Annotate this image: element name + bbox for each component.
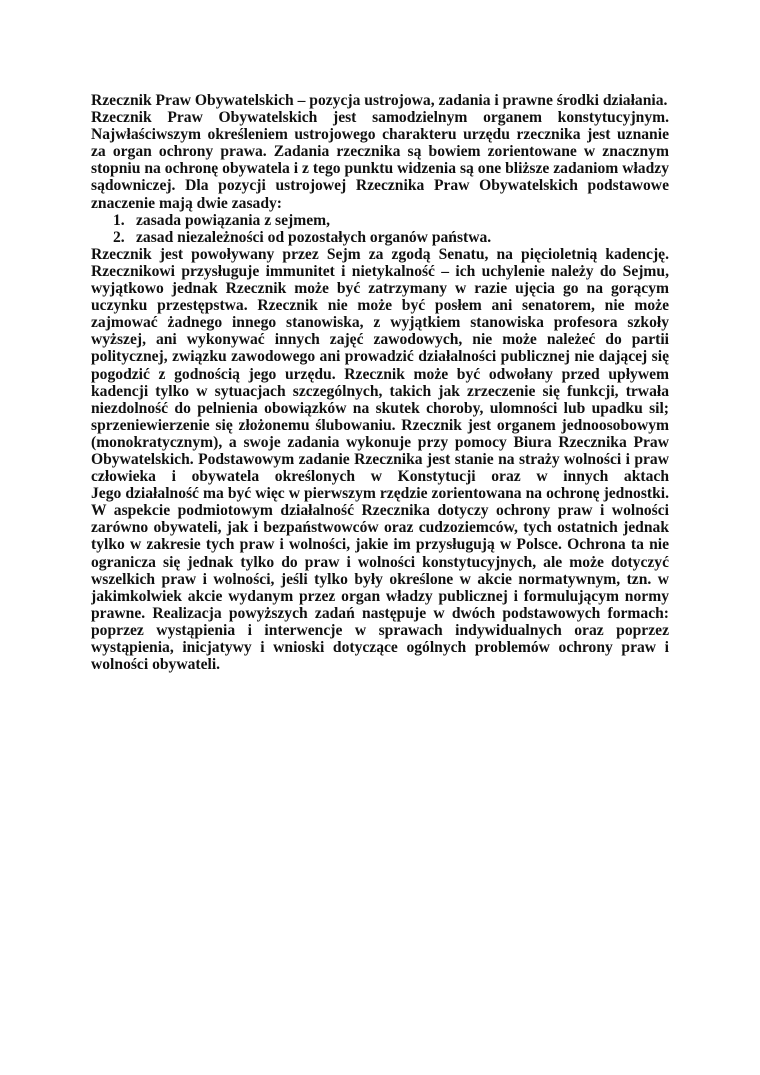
text-line: pogodzić z godnością jego urzędu. Rzecznik może być odwołany przed upływem <box>91 365 669 383</box>
text-line: wolności obywateli. <box>91 656 221 674</box>
text-line: zarówno obywateli, jak i bezpaństwowców oraz cudzoziemców, tych ostatnich jednak <box>91 519 669 537</box>
text-line: wyższej, ani wykonywać innych zajęć zawodowych, nie może należeć do partii <box>91 331 669 349</box>
text-line: ogranicza się jednak tylko do praw i wolności konstytucyjnych, ale może dotyczyć <box>91 553 669 571</box>
text-line: znaczenie mają dwie zasady: <box>91 194 282 212</box>
text-line: Jego działalność ma być więc w pierwszym rzędzie zorientowana na ochronę jednostki. <box>91 485 669 503</box>
text-line: niezdolność do pelnienia obowiązków na skutek choroby, ulomności lub upadku sil; <box>91 399 669 417</box>
text-line: (monokratycznym), a swoje zadania wykonuje przy pomocy Biura Rzecznika Praw <box>91 433 669 451</box>
text-line: kadencji tylko w sytuacjach szczególnych, takich jak zrzeczenie się funkcji, trwała <box>91 382 669 400</box>
text-line: Rzecznik Praw Obywatelskich jest samodzielnym organem konstytucyjnym. <box>91 109 669 127</box>
list-item <box>91 229 669 246</box>
text-line: tylko w zakresie tych praw i wolności, jakie im przysługują w Polsce. Ochrona ta nie <box>91 536 669 554</box>
text-line: człowieka i obywatela określonych w Konstytucji oraz w innych aktach <box>91 468 669 486</box>
text-line: poprzez wystąpienia i interwencje w sprawach indywidualnych oraz poprzez <box>91 621 669 639</box>
text-line: W aspekcie podmiotowym działalność Rzecznika dotyczy ochrony praw i wolności <box>91 502 669 520</box>
list-number: 2. <box>113 228 125 246</box>
text-line: prawne. Realizacja powyższych zadań następuje w dwóch podstawowych formach: <box>91 604 669 622</box>
paragraph-1 <box>91 109 669 212</box>
text-line: uczynku przestępstwa. Rzecznik nie może być posłem ani senatorem, nie może <box>91 297 669 315</box>
text-line: Rzecznikowi przysługuje immunitet i nietykalność – ich uchylenie należy do Sejmu, <box>91 262 669 280</box>
text-line: sprzeniewierzenie się złożonemu ślubowaniu. Rzecznik jest organem jednoosobowym <box>91 416 669 434</box>
list-text: zasad niezależności od pozostałych organów państwa. <box>136 228 492 246</box>
principles-list <box>91 212 669 246</box>
list-text: zasada powiązania z sejmem, <box>136 211 331 229</box>
text-line: Obywatelskich. Podstawowym zadanie Rzecznika jest stanie na straży wolności i praw <box>91 450 669 468</box>
paragraph-2 <box>91 246 669 673</box>
text-line: wystąpienia, inicjatywy i wnioski dotyczące ogólnych problemów ochrony praw i <box>91 639 669 656</box>
text-line: wszelkich praw i wolności, jeśli tylko były określone w akcie normatywnym, tzn. w <box>91 570 669 588</box>
text-line: jakimkolwiek akcie wydanym przez organ władzy publicznej i formulującym normy <box>91 587 669 605</box>
text-line: politycznej, związku zawodowego ani prowadzić działalności publicznej nie dającej się <box>91 348 669 366</box>
text-line: wyjątkowo jednak Rzecznik może być zatrzymany w razie ujęcia go na gorącym <box>91 280 669 298</box>
document-page <box>91 92 669 673</box>
document-title: Rzecznik Praw Obywatelskich – pozycja ustrojowa, zadania i prawne środki działania. <box>91 92 668 109</box>
text-line: zajmować żadnego innego stanowiska, z wyjątkiem stanowiska profesora szkoły <box>91 314 669 332</box>
text-line: Rzecznik jest powoływany przez Sejm za zgodą Senatu, na pięcioletnią kadencję. <box>91 245 669 263</box>
list-number: 1. <box>113 211 125 229</box>
text-line: Najwłaściwszym określeniem ustrojowego charakteru urzędu rzecznika jest uznanie <box>91 126 669 144</box>
text-line: za organ ochrony prawa. Zadania rzecznika są bowiem zorientowane w znacznym <box>91 143 669 161</box>
list-item <box>91 212 669 229</box>
text-line: sądowniczej. Dla pozycji ustrojowej Rzecznika Praw Obywatelskich podstawowe <box>91 177 669 195</box>
text-line: stopniu na ochronę obywatela i z tego punktu widzenia są one bliższe zadaniom władzy <box>91 160 669 178</box>
